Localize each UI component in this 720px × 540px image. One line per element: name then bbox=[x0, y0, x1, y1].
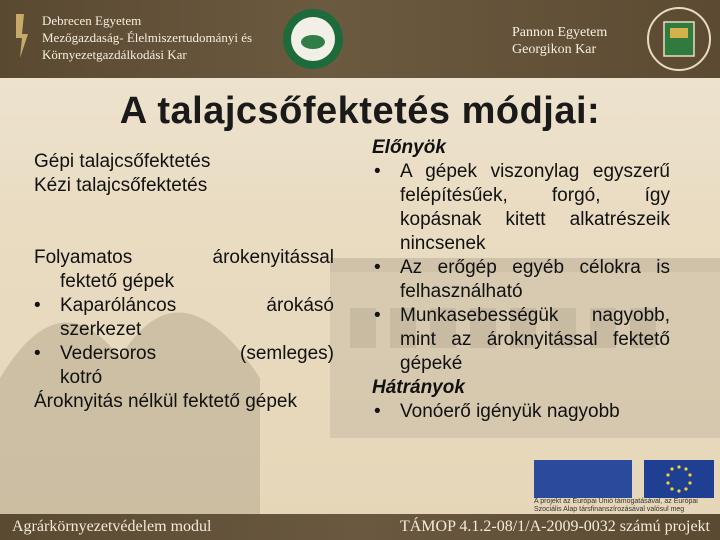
disadvantage-item-1: • Vonóerő igényük nagyobb bbox=[372, 400, 670, 424]
trenchless-machines: Ároknyitás nélkül fektető gépek bbox=[34, 391, 297, 412]
university-logo-icon bbox=[8, 10, 38, 62]
advantages-heading: Előnyök bbox=[372, 137, 446, 158]
disadvantages-heading: Hátrányok bbox=[372, 377, 465, 398]
bullet-chain-trencher-cont: szerkezet bbox=[60, 319, 142, 340]
advantage-item-1: • A gépek viszonylag egyszerű felépítésűek, forgó, így kopásnak kitett alkatrészeik nincsenek bbox=[372, 160, 670, 256]
slide-title: A talajcsőfektetés módjai: bbox=[119, 90, 601, 132]
new-hungary-logo-icon bbox=[534, 460, 632, 498]
faculty-crest-icon bbox=[282, 8, 344, 70]
footer-project-id: TÁMOP 4.1.2-08/1/A-2009-0032 számú projekt bbox=[399, 518, 710, 535]
right-column bbox=[372, 136, 670, 424]
eu-funding-note: A projekt az Európai Unió támogatásával, az Európai Szociális Alap társfinanszírozásával valósul meg bbox=[534, 498, 698, 513]
header-left-line-1: Debrecen Egyetem bbox=[42, 13, 142, 28]
eu-flag-icon bbox=[644, 460, 714, 498]
header-left-text bbox=[42, 12, 252, 63]
georgikon-crest-icon bbox=[646, 6, 712, 72]
left-column bbox=[34, 150, 334, 414]
header-right-line-1: Pannon Egyetem bbox=[512, 25, 608, 40]
header-right-line-2: Georgikon Kar bbox=[512, 42, 597, 57]
header-left-line-3: Környezetgazdálkodási Kar bbox=[42, 47, 187, 62]
header-right-text bbox=[512, 24, 607, 58]
eu-logos bbox=[534, 460, 716, 513]
method-manual: Kézi talajcsőfektetés bbox=[34, 175, 208, 196]
header-left-line-2: Mezőgazdaság- Élelmiszertudományi és bbox=[42, 30, 253, 45]
method-machine: Gépi talajcsőfektetés bbox=[34, 151, 211, 172]
header-band bbox=[0, 0, 720, 78]
footer-module-name: Agrárkörnyezetvédelem modul bbox=[12, 518, 212, 535]
group-head-line-2: fektető gépek bbox=[60, 271, 175, 292]
bullet-bucket-excavator-cont: kotró bbox=[60, 367, 103, 388]
footer-band bbox=[0, 514, 720, 540]
group-head-line-1: Folyamatos árokenyitással bbox=[34, 247, 334, 268]
bullet-bucket-excavator: • Vedersoros (semleges) bbox=[34, 342, 334, 366]
advantage-item-3: • Munkasebességük nagyobb, mint az ároknyitással fektető gépeké bbox=[372, 304, 670, 376]
advantage-item-2: • Az erőgép egyéb célokra is felhasználható bbox=[372, 256, 670, 304]
bullet-chain-trencher: • Kaparóláncos árokásó bbox=[34, 294, 334, 318]
